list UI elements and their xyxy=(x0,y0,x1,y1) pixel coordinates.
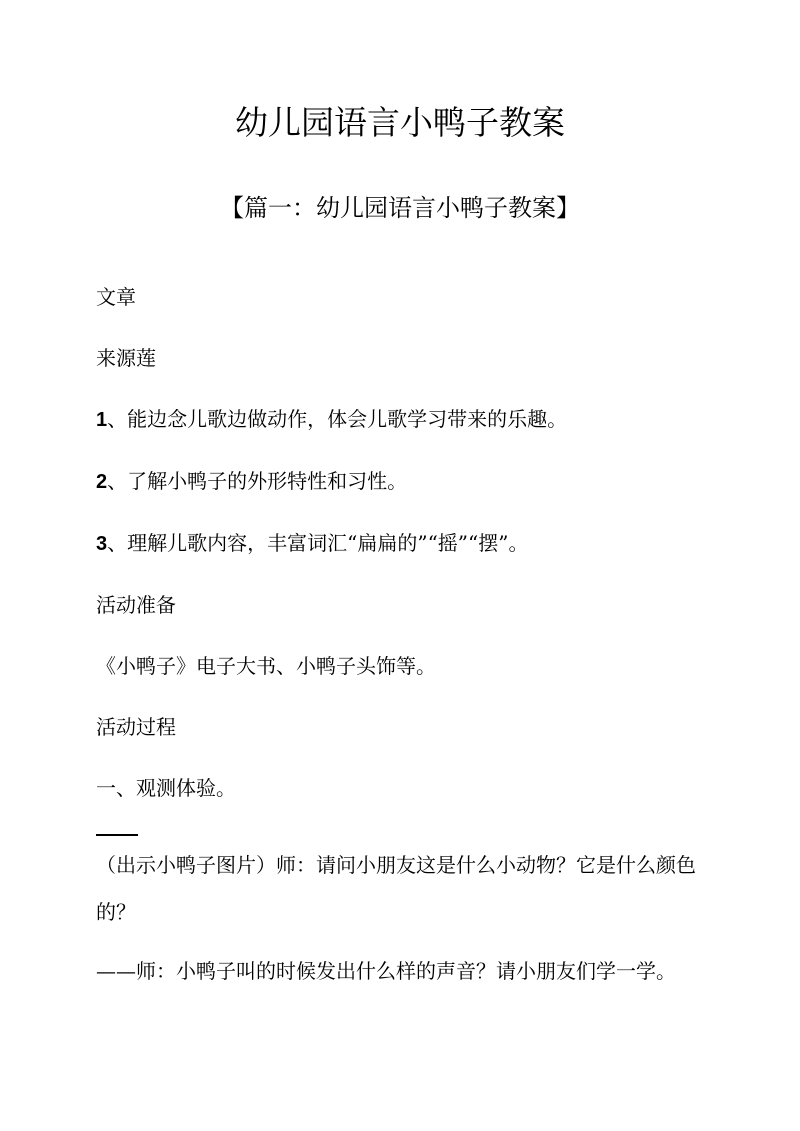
goal-number: 3 xyxy=(96,533,108,555)
paragraph-step-1: 一、观测体验。 xyxy=(96,776,236,800)
paragraph-dialog-1: （出示小鸭子图片）师：请问小朋友这是什么小动物？它是什么颜色的？ xyxy=(96,853,696,924)
goal-item-3 xyxy=(96,528,716,559)
paragraph-preparation: 《小鸭子》电子大书、小鸭子头饰等。 xyxy=(96,654,436,678)
section-heading-process: 活动过程 xyxy=(96,715,176,739)
goal-number: 2 xyxy=(96,471,108,493)
goal-item-2 xyxy=(96,466,716,497)
document-subtitle: 【篇一：幼儿园语言小鸭子教案】 xyxy=(220,194,580,222)
paragraph-dialog-2: ——师：小鸭子叫的时候发出什么样的声音？请小朋友们学一学。 xyxy=(96,959,676,983)
goal-text: 、能边念儿歌边做动作，体会儿歌学习带来的乐趣。 xyxy=(107,407,568,431)
dash-divider xyxy=(96,834,138,836)
section-heading-preparation: 活动准备 xyxy=(96,593,176,617)
document-title: 幼儿园语言小鸭子教案 xyxy=(235,103,565,142)
document-body xyxy=(96,282,716,1017)
goal-number: 1 xyxy=(96,409,108,431)
goal-text: 、了解小鸭子的外形特性和习性。 xyxy=(107,469,408,493)
paragraph-article: 文章 xyxy=(96,285,136,309)
paragraph-source: 来源莲 xyxy=(96,346,156,370)
goal-item-1 xyxy=(96,404,716,435)
goal-text: 、理解儿歌内容，丰富词汇“扁扁的”“摇”“摆”。 xyxy=(107,531,529,555)
